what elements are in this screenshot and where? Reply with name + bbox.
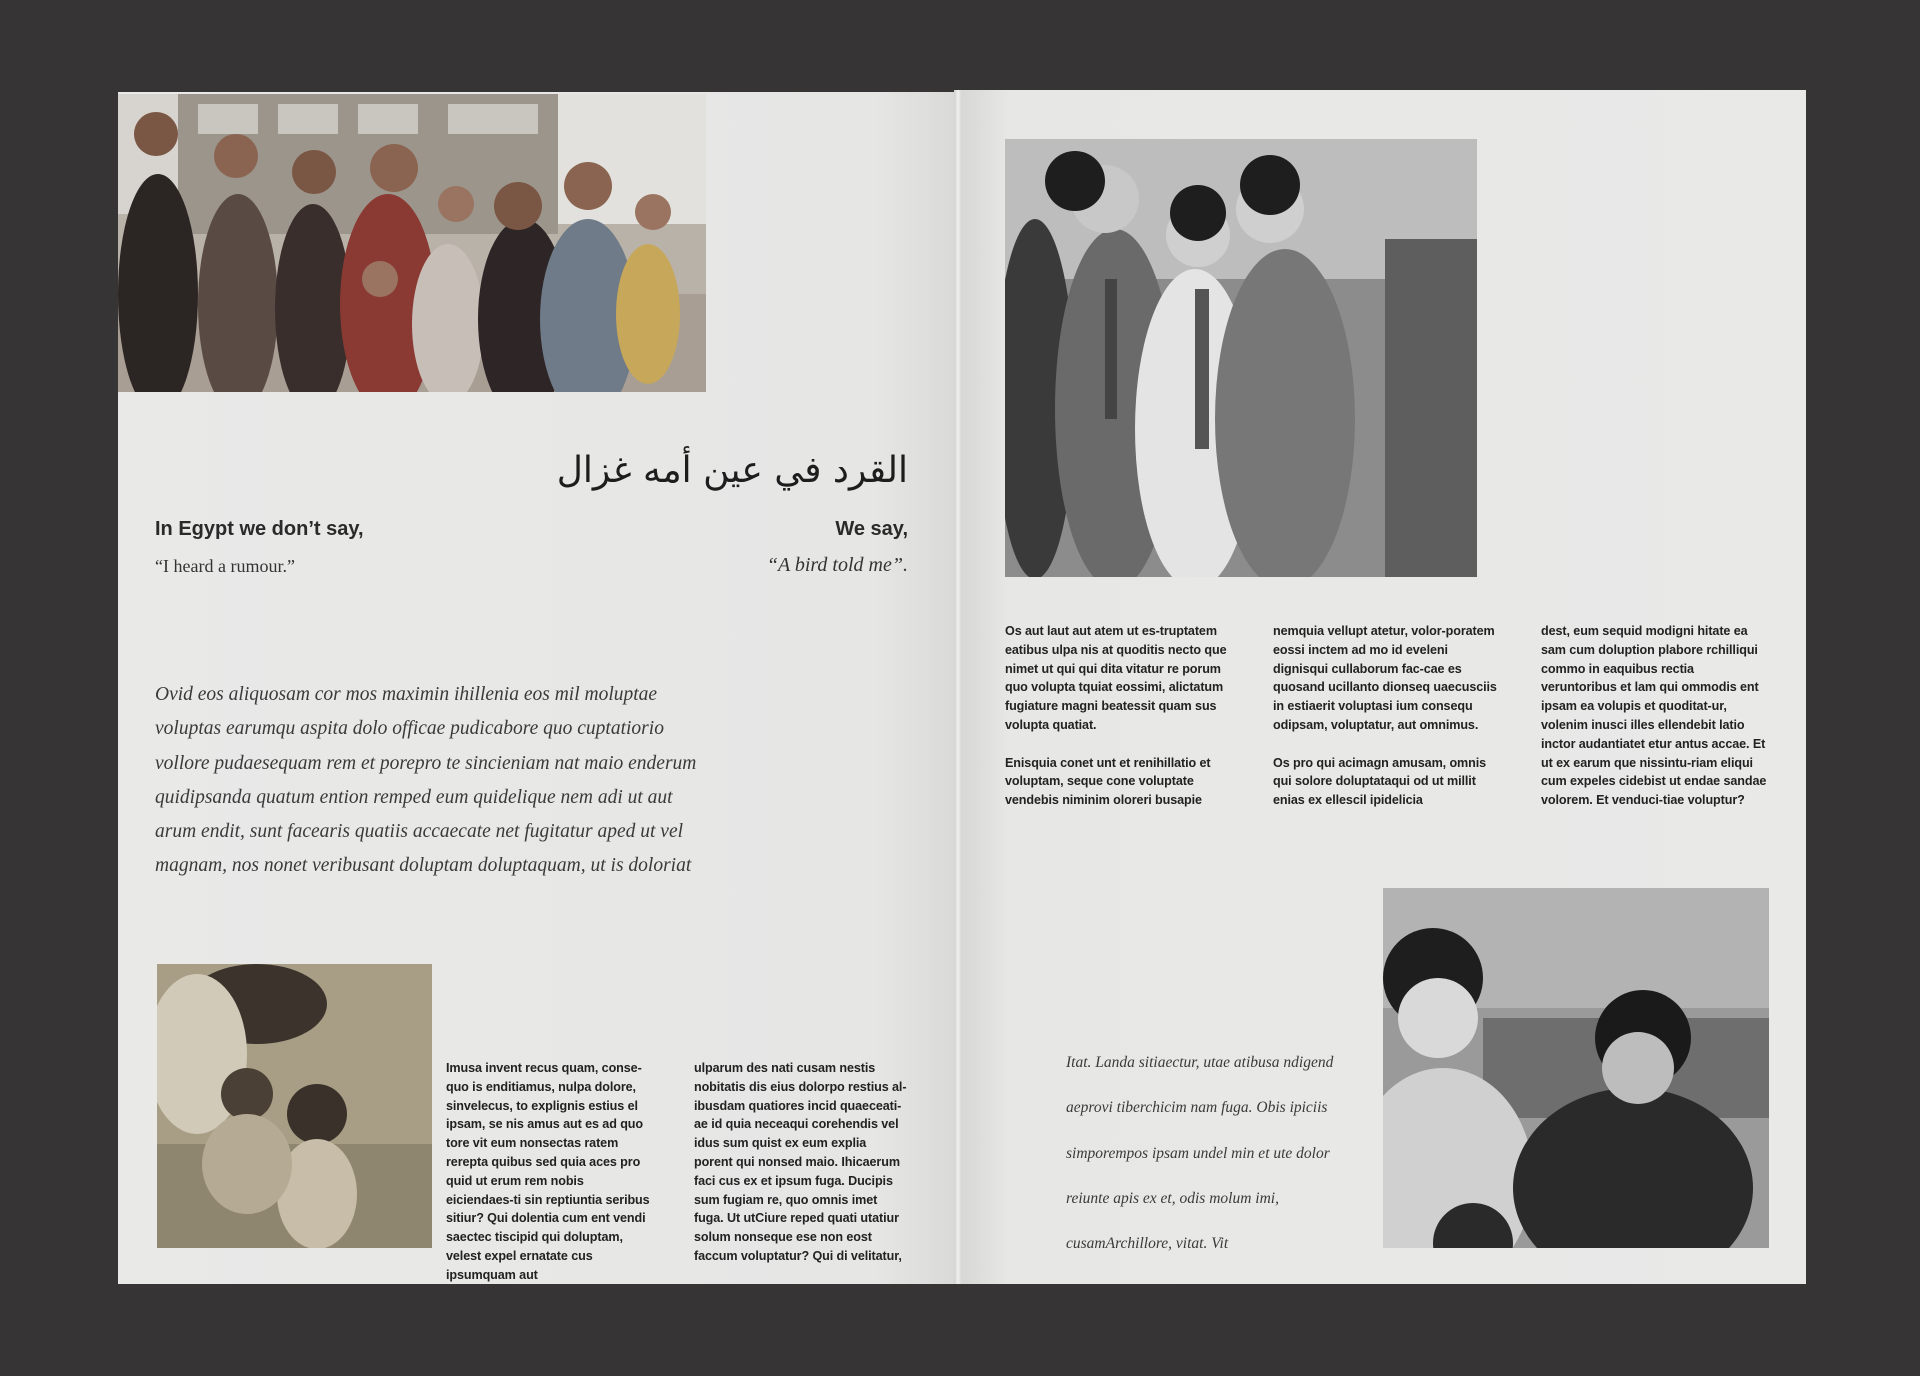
bw-women-photo — [1383, 888, 1769, 1248]
right-column-1-para-1: Os aut laut aut atem ut es-truptatem eatibus ulpa nis at quoditis necto que nimet ut qui qui dita vitatur re porum quo volupta tquiat eossimi, alictatum fugiature magni beatessit quam sus volupta quatiat. — [1005, 624, 1227, 732]
right-column-3-para-1: dest, eum sequid modigni hitate ea sam cum doluption plabore rchilliqui commo in eaquibus rectia veruntoribus et lam qui ommodis ent ipsam ea volupis et quoditat-ur, volenim inusci illes ellendebit latio inctor audantiatet etur antus accae. Et ut ex earum que nissintu-riam eliqui cum expeles cidebist ut endae sandae volorem. Et venduci-tiae voluptur? — [1541, 624, 1767, 808]
right-column-2 — [1273, 622, 1503, 829]
right-column-1 — [1005, 622, 1235, 829]
right-quote: “A bird told me”. — [766, 554, 908, 576]
left-quote: “I heard a rumour.” — [155, 556, 295, 576]
left-lead-text: In Egypt we don’t say, — [155, 518, 364, 540]
italic-paragraph: Ovid eos aliquosam cor mos maximin ihillenia eos mil moluptae voluptas earumqu aspita dolo officae pudicabore quo cuptatiorio vollore pudaesequam rem et porepro te sincieniam nat maio enderum quidipsanda quatum ention remped eum quidelique nem adi ut aut arum endit, sunt facearis quatiis accaecate net fugitatur aped ut vel magnam, nos nonet veribusant doluptam doluptaquam, ut is doloriat — [155, 684, 697, 877]
right-column-1-para-2: Enisquia conet unt et renihillatio et voluptam, seque cone voluptate vendebis niminim oloreri busapie — [1005, 755, 1211, 808]
right-lead-text: We say, — [835, 518, 908, 540]
arabic-proverb-heading: القرد في عين أمه غزال — [556, 450, 908, 491]
book-spine — [954, 90, 962, 1284]
right-italic-paragraph: Itat. Landa sitiaectur, utae atibusa ndigend aeprovi tiberchicim nam fuga. Obis ipiciis simporempos ipsam undel min et ute dolor reiunte apis ex et, odis molum imi, cusamArchillore, vitat. Vit — [1066, 1054, 1334, 1253]
right-column-2-para-1: nemquia vellupt atetur, volor-poratem eossi inctem ad mo id eveleni dignisqui cullaborum fac-cae es quosand ucillanto dionseq uaecusciis in estiaerit voluptasi ium consequ odipsam, voluptatur, aut omnimus. — [1273, 624, 1497, 732]
right-column-3 — [1541, 622, 1773, 829]
right-column-2-para-2: Os pro qui acimagn amusam, omnis qui solore doluptataqui od ut millit enias ex ellescil ipidelicia — [1273, 755, 1487, 808]
family-group-photo — [118, 94, 706, 392]
bottom-left-column-2: ulparum des nati cusam nestis nobitatis dis eius dolorpo restius al-ibusdam quatiores incid quaeceati-ae id quia neceaqui corehendis vel idus sum quist ex eum explia porent qui nonsed maio. Ihicaerum faci cus ex et ipsum fuga. Ducipis sum fugiam re, quo omnis imet fuga. Ut utCiure reped quati utatiur solum nonseque ese non eost faccum voluptatur? Qui di velitatur, — [694, 1061, 907, 1263]
bottom-left-column-1: Imusa invent recus quam, conse-quo is enditiamus, nulpa dolore, sinvelecus, to explignis estius el ipsam, se nis amus aut es ad quo tore vit eum nonsectas ratem rerepta quibus sed quia aces pro quid ut erum rem nobis eiciendaes-ti sin reptiuntia seribus sitiur? Qui dolentia cum ent vendi saectec tiscipid qui doluptam, velest expel ernatate cus ipsumquam aut — [446, 1061, 650, 1282]
bw-men-photo — [1005, 139, 1477, 577]
sepia-children-photo — [157, 964, 432, 1248]
